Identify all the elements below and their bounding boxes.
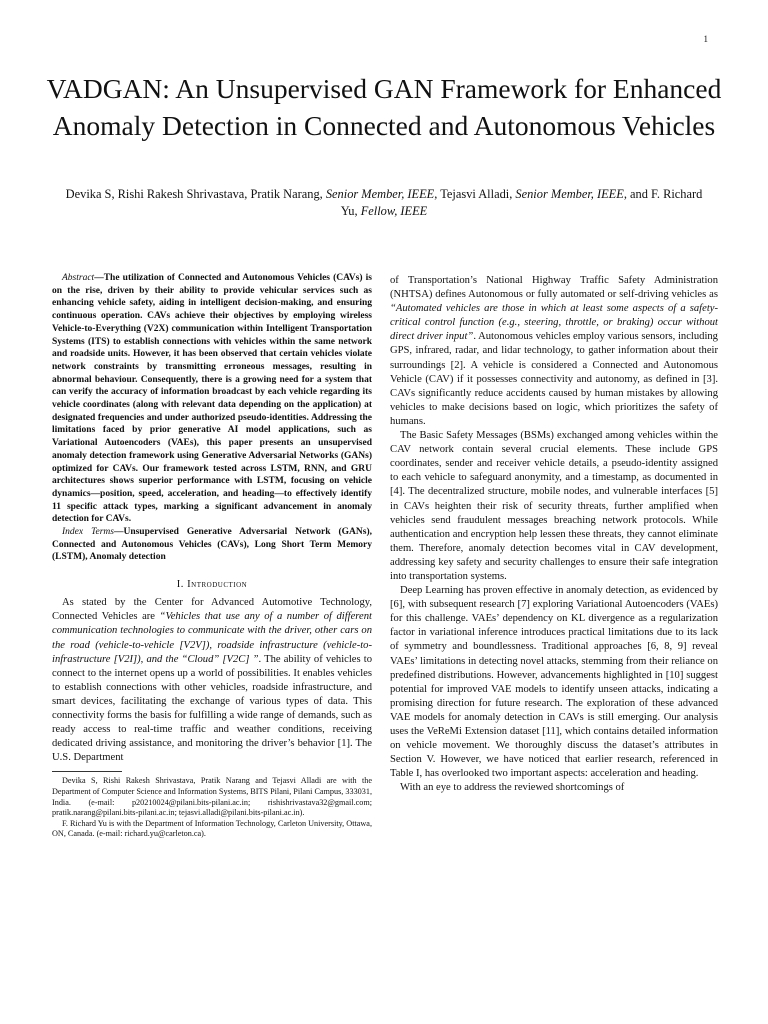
index-terms-lead: Index Terms xyxy=(62,527,114,538)
footnote-divider xyxy=(52,771,122,772)
index-terms-text: —Unsupervised Generative Adversarial Network (GANs), Connected and Autonomous Vehicles (CAVs), Long Short Term Memory (LSTM), Anomaly detection xyxy=(52,527,372,563)
author-names-1: Devika S, Rishi Rakesh Shrivastava, Pratik Narang, xyxy=(65,187,323,201)
footnote-affiliation-2: F. Richard Yu is with the Department of Information Technology, Carleton University, Ottawa, ON, Canada. (e-mail: richard.yu@carleton.ca). xyxy=(52,818,372,839)
section-title: Introduction xyxy=(187,579,248,591)
nhtsa-text-a: of Transportation’s National Highway Traffic Safety Administration (NHTSA) defines Autonomous or fully automated or self-driving vehicles as xyxy=(390,275,718,301)
page-number: 1 xyxy=(703,34,708,44)
author-names-2: , Tejasvi Alladi, xyxy=(434,187,513,201)
intro-text-a: As stated by the Center for Advanced Automotive Technology, Connected Vehicles are xyxy=(52,597,372,623)
footnote-affiliation-1: Devika S, Rishi Rakesh Shrivastava, Pratik Narang and Tejasvi Alladi are with the Department of Computer Science and Information Systems, BITS Pilani, Pilani Campus, 333031, India. (e-mail: p20210024@pilani.bits-pilani.ac.in; rishishrivastava32@gmail.com; pratik.narang@pilani.bits-pilani.ac.in; tejasvi.alladi@pilani.bits-pilani.ac.in). xyxy=(52,776,372,818)
author-list xyxy=(60,186,708,220)
abstract xyxy=(52,272,372,526)
paragraph-deep-learning: Deep Learning has proven effective in anomaly detection, as evidenced by [6], with subsequent research [7] exploring Variational Autoencoders (VAEs) for this challenge. VAEs’ dependency on KL divergence as a regularization factor in variational inference introduces practical limitations due to its lack of symmetry and boundlessness. Traditional approaches [6, 8, 9] reveal VAEs’ limitations in detecting novel attacks, stemming from their reliance on predefined distributions. However, advancements highlighted in [10] suggest potential for improved VAE models to identify unseen attacks, indicating a promising direction for future research. The exploration of these advanced VAE models for anomaly detection in CAVs is still emerging. Our analysis uses the VeReMi Extension dataset [11], which contains detailed information on vehicle movement. We thoroughly discuss the dataset’s attributes in Section V. However, we have noticed that earlier research, referenced in Table I, has overlooked two important aspects: acceleration and heading. xyxy=(390,585,718,780)
author-role-1: Senior Member, IEEE xyxy=(325,187,435,201)
left-column xyxy=(52,272,372,840)
intro-quote: “Vehicles that use any of a number of different communication technologies to communicate with the driver, other cars on the road (vehicle-to-vehicle [V2V]), roadside infrastructure (vehicle-to-infrastructure [V2I]), and the “Cloud” [V2C] ” xyxy=(52,611,372,665)
abstract-lead: Abstract xyxy=(62,273,95,283)
section-number: I. xyxy=(176,579,184,591)
paragraph-bsm: The Basic Safety Messages (BSMs) exchanged among vehicles within the CAV network contain several crucial elements. These include GPS coordinates, sender and receiver vehicle details, a pseudo-identity assigned to each vehicle to safeguard anonymity, and a timestamp, as documented in [4]. The decentralized structure, mobile nodes, and vulnerable interfaces [5] in CAVs heighten their risk of security threats, further amplified when vehicles send fraudulent messages breaching network protocols. While authentication and encryption help lessen these threats, they cannot eliminate them. Therefore, anomaly detection becomes vital in CAV development, addressing key safety and security challenges to ensure their safe integration into transportation systems. xyxy=(390,430,718,582)
right-column xyxy=(390,274,718,795)
author-role-3: Fellow, IEEE xyxy=(360,204,428,218)
nhtsa-text-b: . Autonomous vehicles employ various sensors, including GPS, infrared, radar, and lidar technology, to gather information about their surroundings [2]. A vehicle is considered a Connected and Autonomous Vehicle (CAV) if it possesses connectivity and autonomy, as defined in [3]. CAVs significantly reduce accidents caused by human mistakes by allowing vehicles to make decisions based on logic, which prioritizes the safety of humans. xyxy=(390,331,718,427)
intro-paragraph xyxy=(52,596,372,765)
author-role-2: Senior Member, IEEE xyxy=(515,187,624,201)
section-heading-introduction xyxy=(52,578,372,592)
paragraph-closing: With an eye to address the reviewed shortcomings of xyxy=(400,782,625,794)
paper-title: VADGAN: An Unsupervised GAN Framework for Enhanced Anomaly Detection in Connected and Autonomous Vehicles xyxy=(46,73,722,141)
paragraph-nhtsa xyxy=(390,274,718,429)
nhtsa-quote: “Automated vehicles are those in which at least some aspects of a safety-critical control function (e.g., steering, throttle, or braking) occur without direct driver input” xyxy=(390,303,718,343)
abstract-text: —The utilization of Connected and Autonomous Vehicles (CAVs) is on the rise, driven by their ability to provide vehicular services such as enhancing vehicle safety, aiding in intelligent decision-making, and ensuring continuous operation. CAVs achieve their objectives by employing wireless Vehicle-to-Everything (V2X) communication within Intelligent Transportation Systems (ITS) to establish connections with vehicles within the same network and roadside units. However, it has been observed that certain vehicles violate network constraints by transmitting erroneous messages, resulting in abnormal behaviour. Consequently, there is a growing need for a system that can verify the accuracy of information broadcast by each vehicle regarding its vehicle coordinates (along with relevant data depending on the application) at designated frequencies and under authorized pseudo-identities. Addressing the limitations faced by prior generative AI model applications, such as Variational Autoencoders (VAEs), this paper presents an unsupervised anomaly detection framework using Generative Adversarial Networks (GANs) optimized for CAVs. Our framework tested across LSTM, RNN, and GRU architectures shows superior performance with LSTM, focusing on vehicle dynamics—position, speed, acceleration, and heading—to effectively identify 11 specific attack types, marking a significant advancement in anomaly detection for CAVs. xyxy=(52,273,372,525)
index-terms xyxy=(52,526,372,564)
intro-text-b: . The ability of vehicles to connect to the internet opens up a world of possibilities. It enables vehicles to establish connections with other vehicles, roadside infrastructure, and smart devices, facilitating the exchange of various types of data. This connectivity forms the basis for fulfilling a wide range of demands, such as ready access to real-time traffic and weather conditions, receiving dedicated driving assistance, and monitoring the driver’s behavior [1]. The U.S. Department xyxy=(52,653,372,764)
author-names-3: , and F. Richard Yu, xyxy=(340,187,703,218)
